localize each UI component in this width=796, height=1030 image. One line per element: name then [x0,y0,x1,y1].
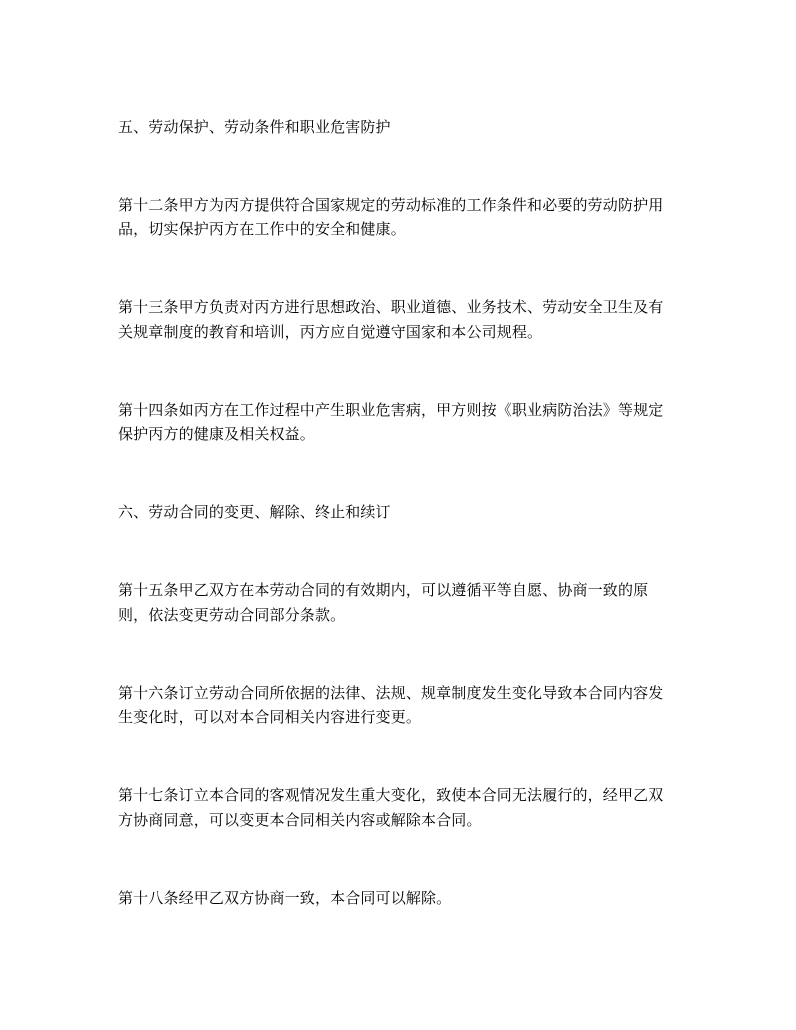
paragraph-line: 第十三条甲方负责对丙方进行思想政治、职业道德、业务技术、劳动安全卫生及有 [118,298,664,317]
paragraph-line: 五、劳动保护、劳动条件和职业危害防护 [118,117,391,136]
document-body [118,115,718,964]
clause-17 [118,783,718,832]
clause-14 [118,398,718,447]
paragraph-line: 第十六条订立劳动合同所依据的法律、法规、规章制度发生变化导致本合同内容发 [118,683,664,702]
clause-15 [118,578,718,627]
paragraph-line: 保护丙方的健康及相关权益。 [118,425,315,444]
paragraph-line: 关规章制度的教育和培训，丙方应自觉遵守国家和本公司规程。 [118,322,543,341]
paragraph-line: 第十八条经甲乙双方协商一致，本合同可以解除。 [118,888,452,907]
clause-12 [118,193,718,242]
clause-18 [118,886,718,911]
paragraph-line: 则，依法变更劳动合同部分条款。 [118,605,346,624]
paragraph-line: 第十四条如丙方在工作过程中产生职业危害病，甲方则按《职业病防治法》等规定 [118,400,664,419]
paragraph-line: 第十七条订立本合同的客观情况发生重大变化，致使本合同无法履行的，经甲乙双 [118,786,664,805]
section-heading-labor-protection [118,115,718,140]
clause-16 [118,681,718,730]
clause-13 [118,295,718,344]
paragraph-line: 第十二条甲方为丙方提供符合国家规定的劳动标准的工作条件和必要的劳动防护用 [118,195,664,214]
paragraph-line: 品，切实保护丙方在工作中的安全和健康。 [118,220,406,239]
paragraph-line: 第十五条甲乙双方在本劳动合同的有效期内，可以遵循平等自愿、协商一致的原 [118,581,649,600]
paragraph-line: 六、劳动合同的变更、解除、终止和续订 [118,503,391,522]
section-heading-contract-changes [118,500,718,525]
paragraph-line: 生变化时，可以对本合同相关内容进行变更。 [118,708,422,727]
paragraph-line: 方协商同意，可以变更本合同相关内容或解除本合同。 [118,810,482,829]
